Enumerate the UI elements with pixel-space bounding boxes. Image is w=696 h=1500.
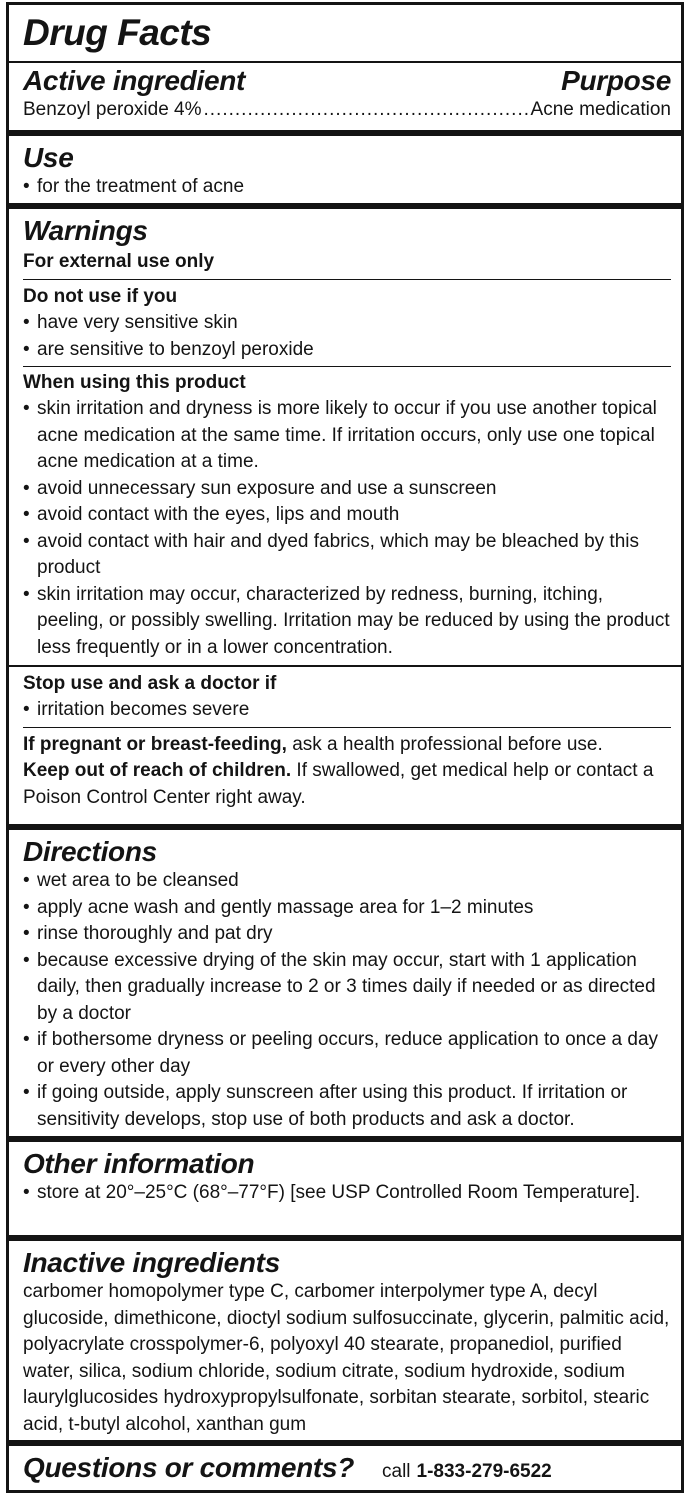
call-label: call xyxy=(382,1461,411,1482)
list-item: • skin irritation and dryness is more likely to occur if you use another topical acne medication at the same time. If irritation occurs, only use one topical acne medication at a time. xyxy=(23,396,671,476)
questions-line xyxy=(23,1452,671,1484)
list-item: • skin irritation may occur, characterized by redness, burning, itching, peeling, or possibly swelling. Irritation may be reduced by using the product less frequently or in a lower concentration. xyxy=(23,582,671,662)
header-section xyxy=(9,13,681,124)
inactive-heading: Inactive ingredients xyxy=(23,1247,280,1278)
drug-facts-title: Drug Facts xyxy=(23,12,212,53)
pregnant-label: If pregnant or breast-feeding, xyxy=(23,733,287,755)
phone-number: 1-833-279-6522 xyxy=(416,1461,552,1482)
active-ingredient-row xyxy=(23,97,671,124)
children-label: Keep out of reach of children. xyxy=(23,760,292,781)
use-section xyxy=(9,142,681,201)
use-heading: Use xyxy=(23,142,74,173)
questions-section xyxy=(9,1452,681,1484)
list-item: • store at 20°–25°C (68°–77°F) [see USP Controlled Room Temperature]. xyxy=(23,1180,671,1207)
section-divider xyxy=(9,1136,681,1142)
pregnant-text: ask a health professional before use. xyxy=(286,733,603,755)
list-item: • are sensitive to benzoyl peroxide xyxy=(23,337,671,364)
directions-heading: Directions xyxy=(23,836,157,867)
divider xyxy=(23,366,671,367)
section-divider xyxy=(9,203,681,209)
list-item: • if bothersome dryness or peeling occurs, reduce application to once a day or every other day xyxy=(23,1027,671,1080)
list-item: • apply acne wash and gently massage area for 1–2 minutes xyxy=(23,895,671,922)
do-not-use-list xyxy=(23,310,671,363)
title-divider xyxy=(9,61,681,63)
section-divider xyxy=(9,1440,681,1446)
divider xyxy=(23,727,671,728)
other-info-list xyxy=(23,1180,671,1207)
other-info-heading: Other information xyxy=(23,1148,255,1179)
when-using-list xyxy=(23,396,671,661)
list-item: • rinse thoroughly and pat dry xyxy=(23,921,671,948)
list-item: • irritation becomes severe xyxy=(23,697,671,724)
list-item: • have very sensitive skin xyxy=(23,310,671,337)
list-item: • wet area to be cleansed xyxy=(23,868,671,895)
questions-heading: Questions or comments? xyxy=(23,1452,355,1483)
stop-use-list xyxy=(23,697,671,724)
section-divider xyxy=(9,130,681,136)
do-not-use-heading: Do not use if you xyxy=(23,286,178,307)
stop-use-heading: Stop use and ask a doctor if xyxy=(23,673,277,694)
list-item: • avoid contact with the eyes, lips and mouth xyxy=(23,502,671,529)
when-using-heading: When using this product xyxy=(23,372,246,393)
list-item: • avoid unnecessary sun exposure and use a sunscreen xyxy=(23,476,671,503)
pregnant-warning xyxy=(23,732,671,759)
warnings-heading: Warnings xyxy=(23,215,148,246)
list-item: • for the treatment of acne xyxy=(23,174,671,201)
directions-section xyxy=(9,836,681,1133)
active-ingredient-name: Benzoyl peroxide 4% xyxy=(23,99,202,120)
inactive-ingredients-text: carbomer homopolymer type C, carbomer interpolymer type A, decyl glucoside, dimethicone, dioctyl sodium sulfosuccinate, glycerin, palmitic acid, polyacrylate crosspolymer-6, polyoxyl 40 stearate, propanediol, purified water, silica, sodium chloride, sodium citrate, sodium hydroxide, sodium laurylglucosides hydroxypropylsulfonate, sorbitan stearate, sorbitol, stearic acid, t-butyl alcohol, xanthan gum xyxy=(23,1281,670,1435)
leader-dots xyxy=(204,97,529,123)
purpose-heading: Purpose xyxy=(561,65,671,96)
section-divider xyxy=(9,824,681,830)
divider xyxy=(23,279,671,280)
other-info-section xyxy=(9,1148,681,1207)
children-text: If swallowed, get medical help or contact a Poison Control Center right away. xyxy=(23,760,654,808)
divider xyxy=(9,665,681,667)
warnings-section xyxy=(9,215,681,811)
external-use-text: For external use only xyxy=(23,251,215,272)
drug-facts-panel xyxy=(6,2,684,1493)
list-item: • if going outside, apply sunscreen after using this product. If irritation or sensitivity develops, stop use of both products and ask a doctor. xyxy=(23,1080,671,1133)
children-warning xyxy=(23,758,671,811)
active-ingredient-heading: Active ingredient xyxy=(23,65,246,96)
section-divider xyxy=(9,1235,681,1241)
use-list xyxy=(23,174,671,201)
active-ingredient-purpose: Acne medication xyxy=(530,99,671,120)
list-item: • because excessive drying of the skin may occur, start with 1 application daily, then gradually increase to 2 or 3 times daily if needed or as directed by a doctor xyxy=(23,948,671,1028)
active-heading-row xyxy=(23,65,671,97)
inactive-section xyxy=(9,1247,681,1438)
directions-list xyxy=(23,868,671,1133)
list-item: • avoid contact with hair and dyed fabrics, which may be bleached by this product xyxy=(23,529,671,582)
